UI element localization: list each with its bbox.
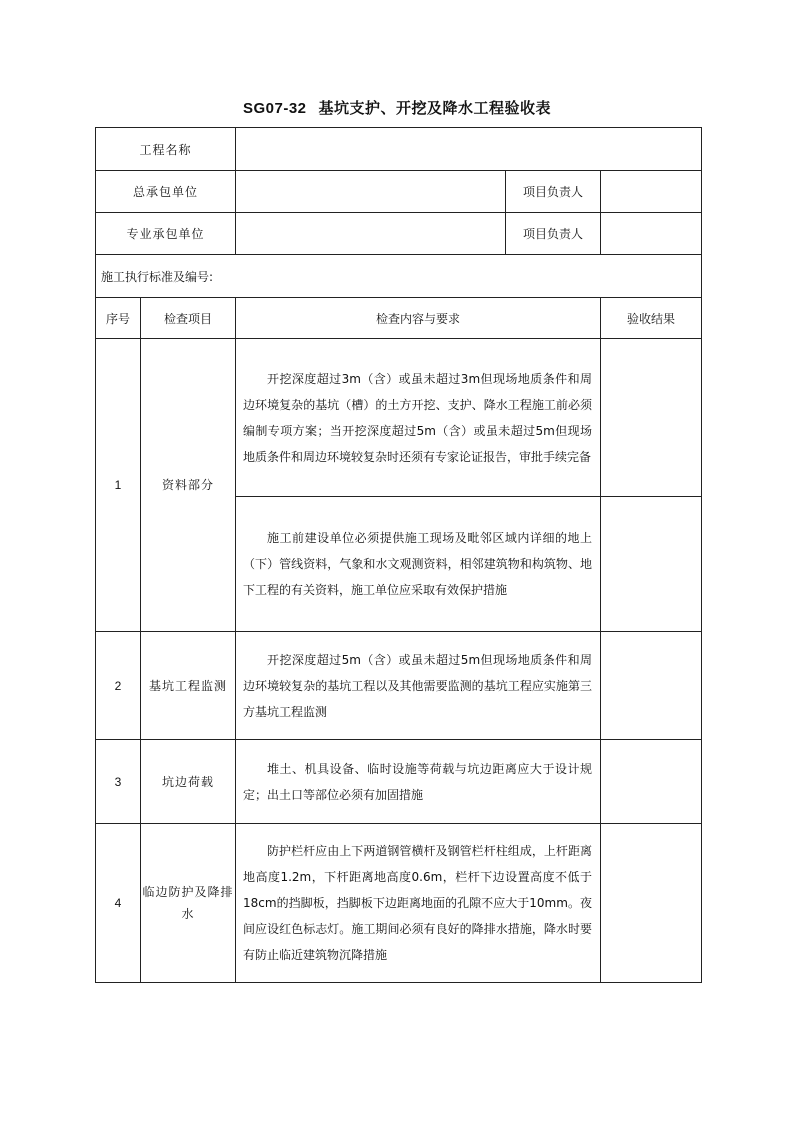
- project-name-row: [96, 128, 702, 171]
- sub-manager-label: 项目负责人: [506, 213, 601, 255]
- project-name-field[interactable]: [236, 128, 702, 171]
- general-manager-field[interactable]: [601, 171, 702, 213]
- row-4-requirement: 防护栏杆应由上下两道钢管横杆及钢管栏杆柱组成，上杆距离地高度1.2m，下杆距离地高度0.6m，栏杆下边设置高度不低于18cm的挡脚板，挡脚板下边距离地面的孔隙不应大于10mm。夜间应设红色标志灯。施工期间必须有良好的降排水措施，降水时要有防止临近建筑物沉降措施: [236, 824, 601, 983]
- col-header-item: 检查项目: [141, 298, 236, 339]
- row-1-requirement-a: 开挖深度超过3m（含）或虽未超过3m但现场地质条件和周边环境复杂的基坑（槽）的土方开挖、支护、降水工程施工前必须编制专项方案；当开挖深度超过5m（含）或虽未超过5m但现场地质条件和周边环境较复杂时还须有专家论证报告，审批手续完备: [236, 339, 601, 497]
- general-manager-label: 项目负责人: [506, 171, 601, 213]
- sub-contractor-field[interactable]: [236, 213, 506, 255]
- row-1-no: 1: [96, 339, 141, 632]
- sub-contractor-label: 专业承包单位: [96, 213, 236, 255]
- form-title: 基坑支护、开挖及降水工程验收表: [318, 99, 552, 117]
- row-1-result-a[interactable]: [601, 339, 702, 497]
- table-row: [96, 339, 702, 497]
- col-header-result: 验收结果: [601, 298, 702, 339]
- row-2-item: 基坑工程监测: [141, 632, 236, 740]
- row-4-no: 4: [96, 824, 141, 983]
- table-row: [96, 740, 702, 824]
- col-header-no: 序号: [96, 298, 141, 339]
- row-2-requirement: 开挖深度超过5m（含）或虽未超过5m但现场地质条件和周边环境较复杂的基坑工程以及其他需要监测的基坑工程应实施第三方基坑工程监测: [236, 632, 601, 740]
- row-3-no: 3: [96, 740, 141, 824]
- general-contractor-field[interactable]: [236, 171, 506, 213]
- row-1-requirement-b: 施工前建设单位必须提供施工现场及毗邻区域内详细的地上（下）管线资料，气象和水文观测资料，相邻建筑物和构筑物、地下工程的有关资料，施工单位应采取有效保护措施: [236, 497, 601, 632]
- project-name-label: 工程名称: [96, 128, 236, 171]
- row-1-item: 资料部分: [141, 339, 236, 632]
- row-3-requirement: 堆土、机具设备、临时设施等荷载与坑边距离应大于设计规定；出土口等部位必须有加固措施: [236, 740, 601, 824]
- row-4-result[interactable]: [601, 824, 702, 983]
- row-3-result[interactable]: [601, 740, 702, 824]
- row-2-result[interactable]: [601, 632, 702, 740]
- table-row: [96, 632, 702, 740]
- row-2-no: 2: [96, 632, 141, 740]
- page-title: [0, 97, 794, 118]
- standard-row: [96, 255, 702, 298]
- acceptance-form-table: [95, 127, 702, 983]
- row-3-item: 坑边荷载: [141, 740, 236, 824]
- sub-contractor-row: [96, 213, 702, 255]
- form-code: SG07-32: [242, 100, 307, 117]
- row-1-result-b[interactable]: [601, 497, 702, 632]
- column-header-row: [96, 298, 702, 339]
- col-header-content: 检查内容与要求: [236, 298, 601, 339]
- row-4-item: 临边防护及降排水: [141, 824, 236, 983]
- sub-manager-field[interactable]: [601, 213, 702, 255]
- general-contractor-row: [96, 171, 702, 213]
- general-contractor-label: 总承包单位: [96, 171, 236, 213]
- standard-label[interactable]: 施工执行标准及编号:: [96, 255, 702, 298]
- table-row: [96, 824, 702, 983]
